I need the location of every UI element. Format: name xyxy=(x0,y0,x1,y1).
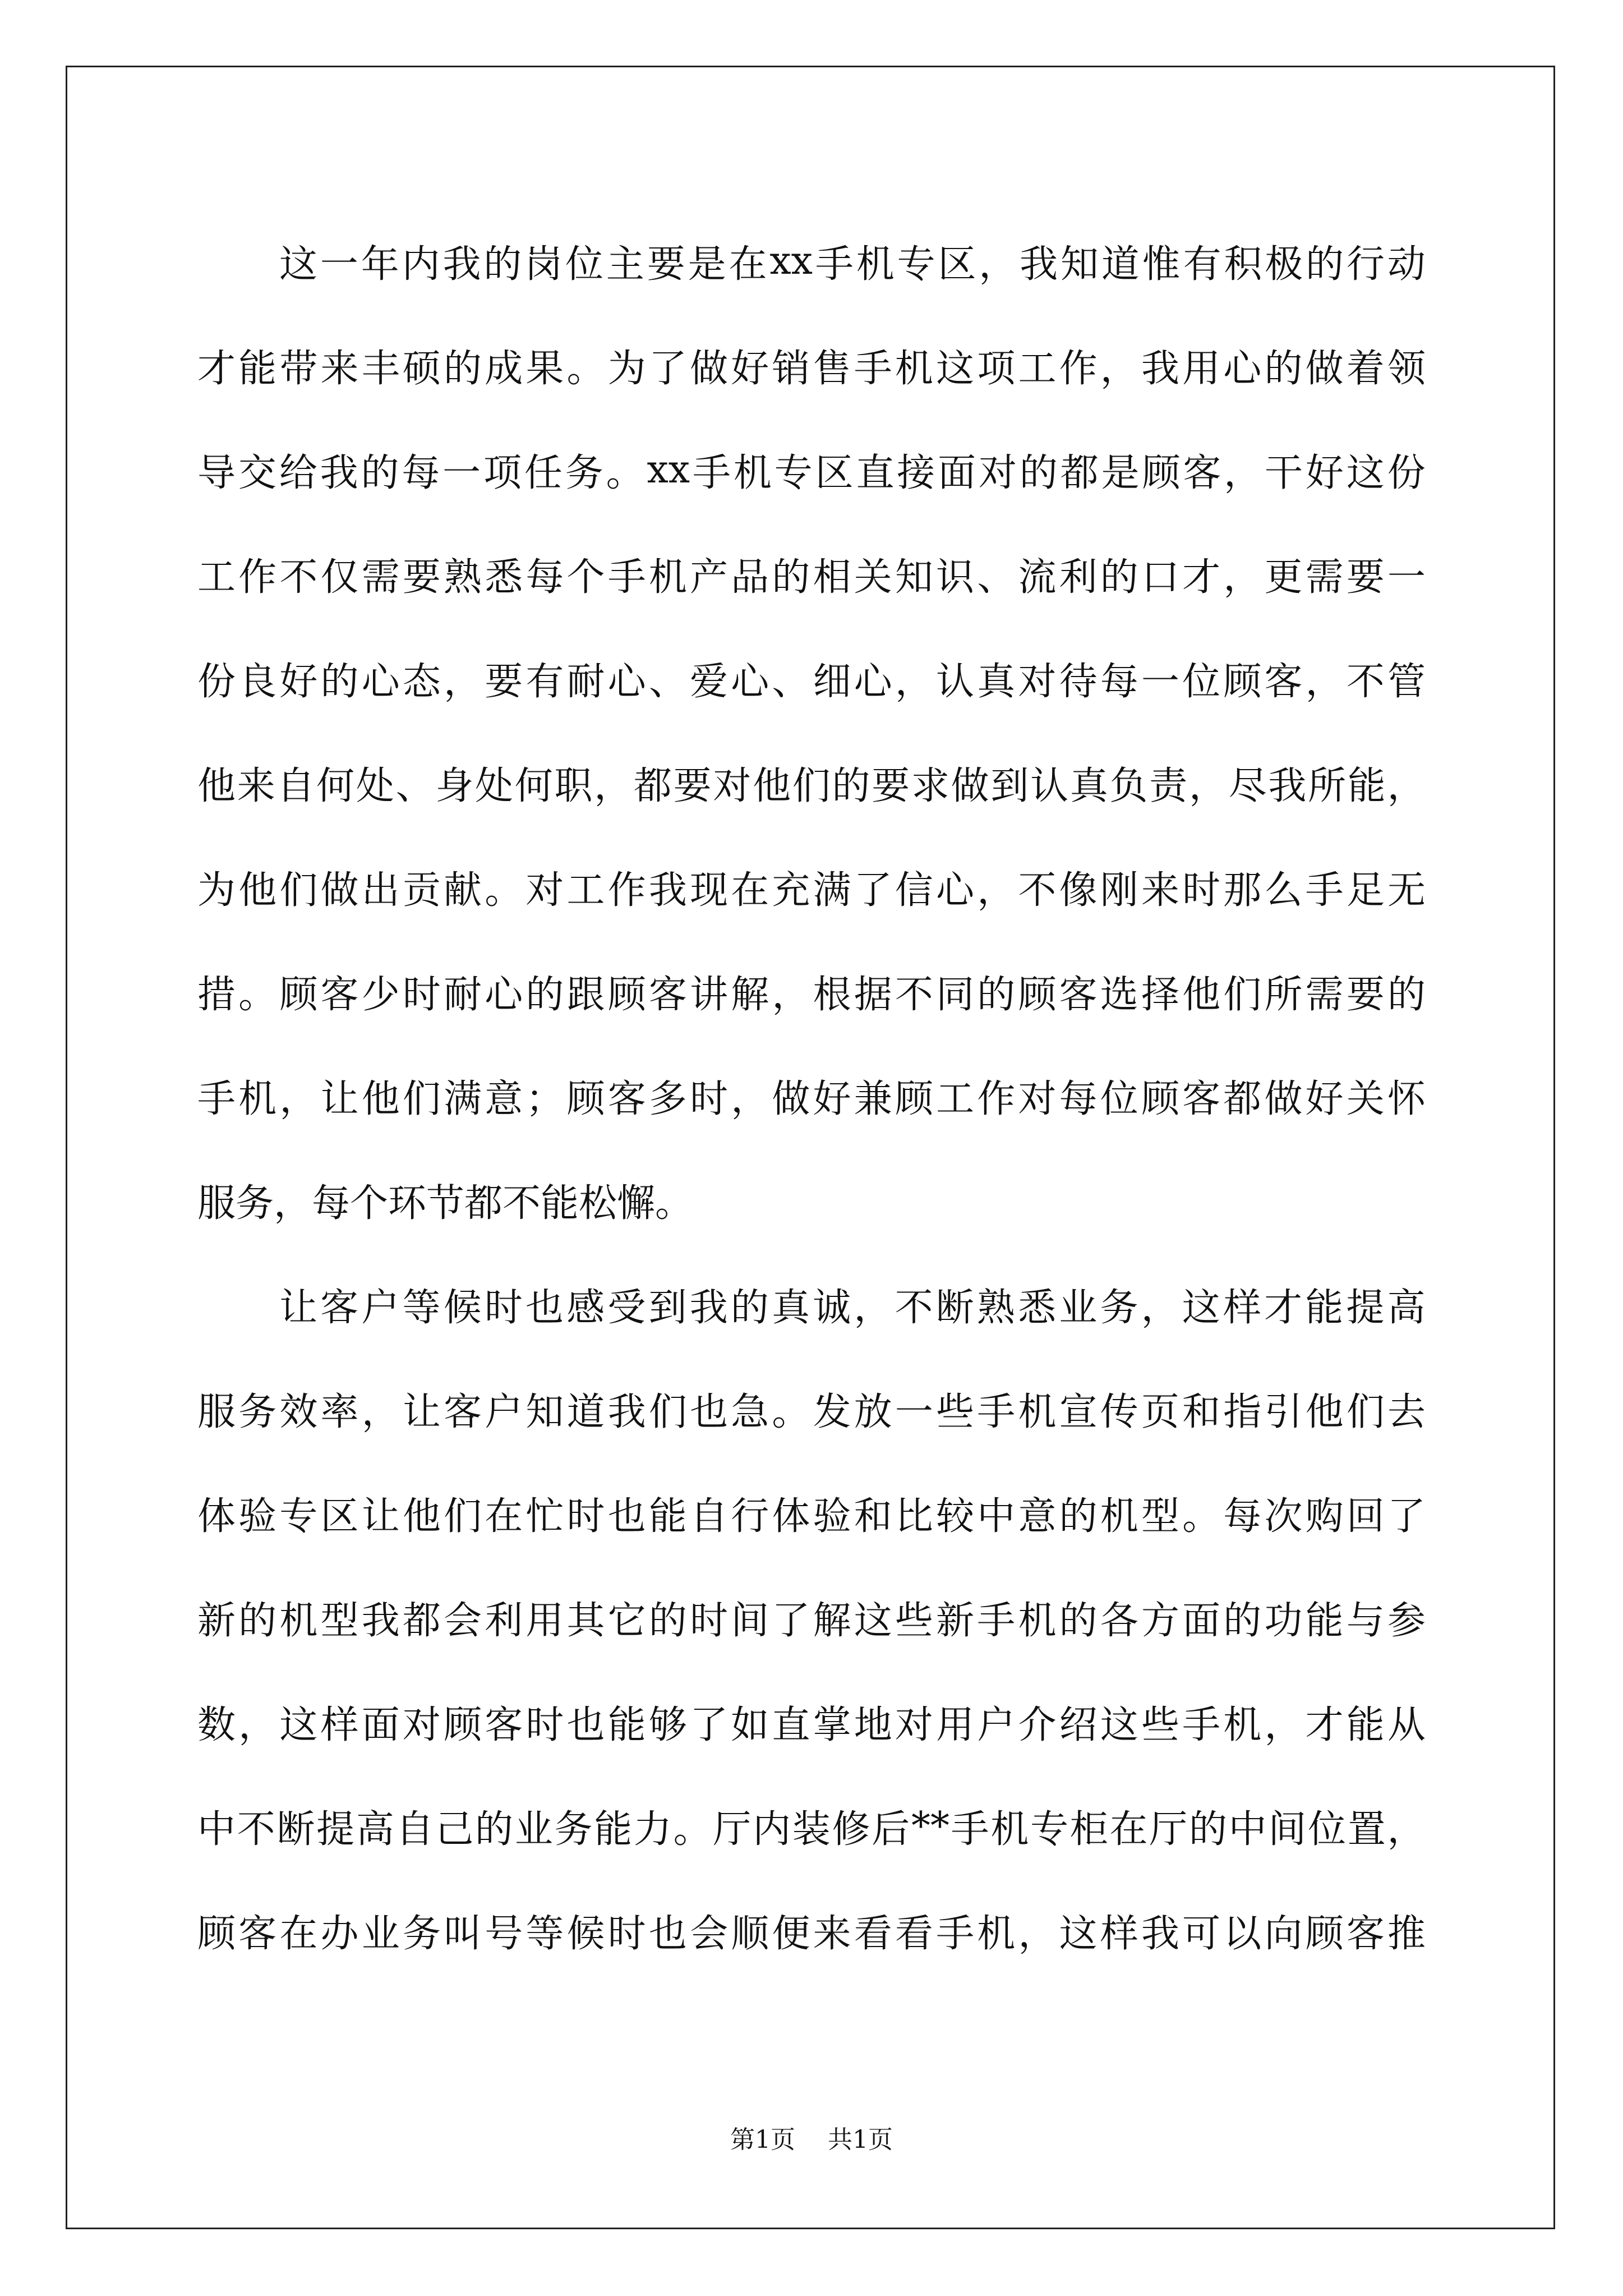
text-line: 让 客 户 等 候 时 也 感 受 到 我 的 真 诚 ， 不 断 熟 悉 业 务 ， 这 样 才 能 提 高 xyxy=(279,1285,1426,1330)
text-line: 中 不 断 提 高 自 己 的 业 务 能 力 。 厅 内 装 修 后 ** 手 机 专 柜 在 厅 的 中 间 位 置 ， xyxy=(197,1803,1426,1852)
text-line: 措 。 顾 客 少 时 耐 心 的 跟 顾 客 讲 解 ， 根 据 不 同 的 顾 客 选 择 他 们 所 需 要 的 xyxy=(197,972,1426,1017)
text-line: 数 ， 这 样 面 对 顾 客 时 也 能 够 了 如 直 掌 地 对 用 户 介 绍 这 些 手 机 ， 才 能 从 xyxy=(197,1703,1426,1747)
text-line-last: 服务，每个环节都不能松懈。 xyxy=(197,1181,694,1226)
page-total: 共1页 xyxy=(828,2125,893,2154)
text-line: 才 能 带 来 丰 硕 的 成 果 。 为 了 做 好 销 售 手 机 这 项 工 作 ， 我 用 心 的 做 着 领 xyxy=(197,346,1426,391)
document-body xyxy=(197,209,1426,1982)
text-line: 这 一 年 内 我 的 岗 位 主 要 是 在 xx 手 机 专 区 ， 我 知 道 惟 有 积 极 的 行 动 xyxy=(279,238,1426,287)
text-line: 体 验 专 区 让 他 们 在 忙 时 也 能 自 行 体 验 和 比 较 中 意 的 机 型 。 每 次 购 回 了 xyxy=(197,1494,1426,1539)
text-line: 新 的 机 型 我 都 会 利 用 其 它 的 时 间 了 解 这 些 新 手 机 的 各 方 面 的 功 能 与 参 xyxy=(197,1598,1426,1643)
text-line: 为 他 们 做 出 贡 献 。 对 工 作 我 现 在 充 满 了 信 心 ， 不 像 刚 来 时 那 么 手 足 无 xyxy=(197,868,1426,913)
page-footer xyxy=(0,2119,1623,2155)
text-line: 份 良 好 的 心 态 ， 要 有 耐 心 、 爱 心 、 细 心 ， 认 真 对 待 每 一 位 顾 客 ， 不 管 xyxy=(197,659,1426,704)
text-line: 服 务 效 率 ， 让 客 户 知 道 我 们 也 急 。 发 放 一 些 手 机 宣 传 页 和 指 引 他 们 去 xyxy=(197,1389,1426,1434)
text-line: 工 作 不 仅 需 要 熟 悉 每 个 手 机 产 品 的 相 关 知 识 、 流 利 的 口 才 ， 更 需 要 一 xyxy=(197,555,1426,600)
text-line: 导 交 给 我 的 每 一 项 任 务 。 xx 手 机 专 区 直 接 面 对 的 都 是 顾 客 ， 干 好 这 份 xyxy=(197,447,1426,495)
text-line: 手 机 ， 让 他 们 满 意 ； 顾 客 多 时 ， 做 好 兼 顾 工 作 对 每 位 顾 客 都 做 好 关 怀 xyxy=(197,1076,1426,1121)
page-number: 第1页 xyxy=(730,2125,795,2154)
text-line: 顾 客 在 办 业 务 叫 号 等 候 时 也 会 顺 便 来 看 看 手 机 ， 这 样 我 可 以 向 顾 客 推 xyxy=(197,1911,1426,1956)
text-line: 他 来 自 何 处 、 身 处 何 职 ， 都 要 对 他 们 的 要 求 做 到 认 真 负 责 ， 尽 我 所 能 ， xyxy=(197,763,1426,808)
